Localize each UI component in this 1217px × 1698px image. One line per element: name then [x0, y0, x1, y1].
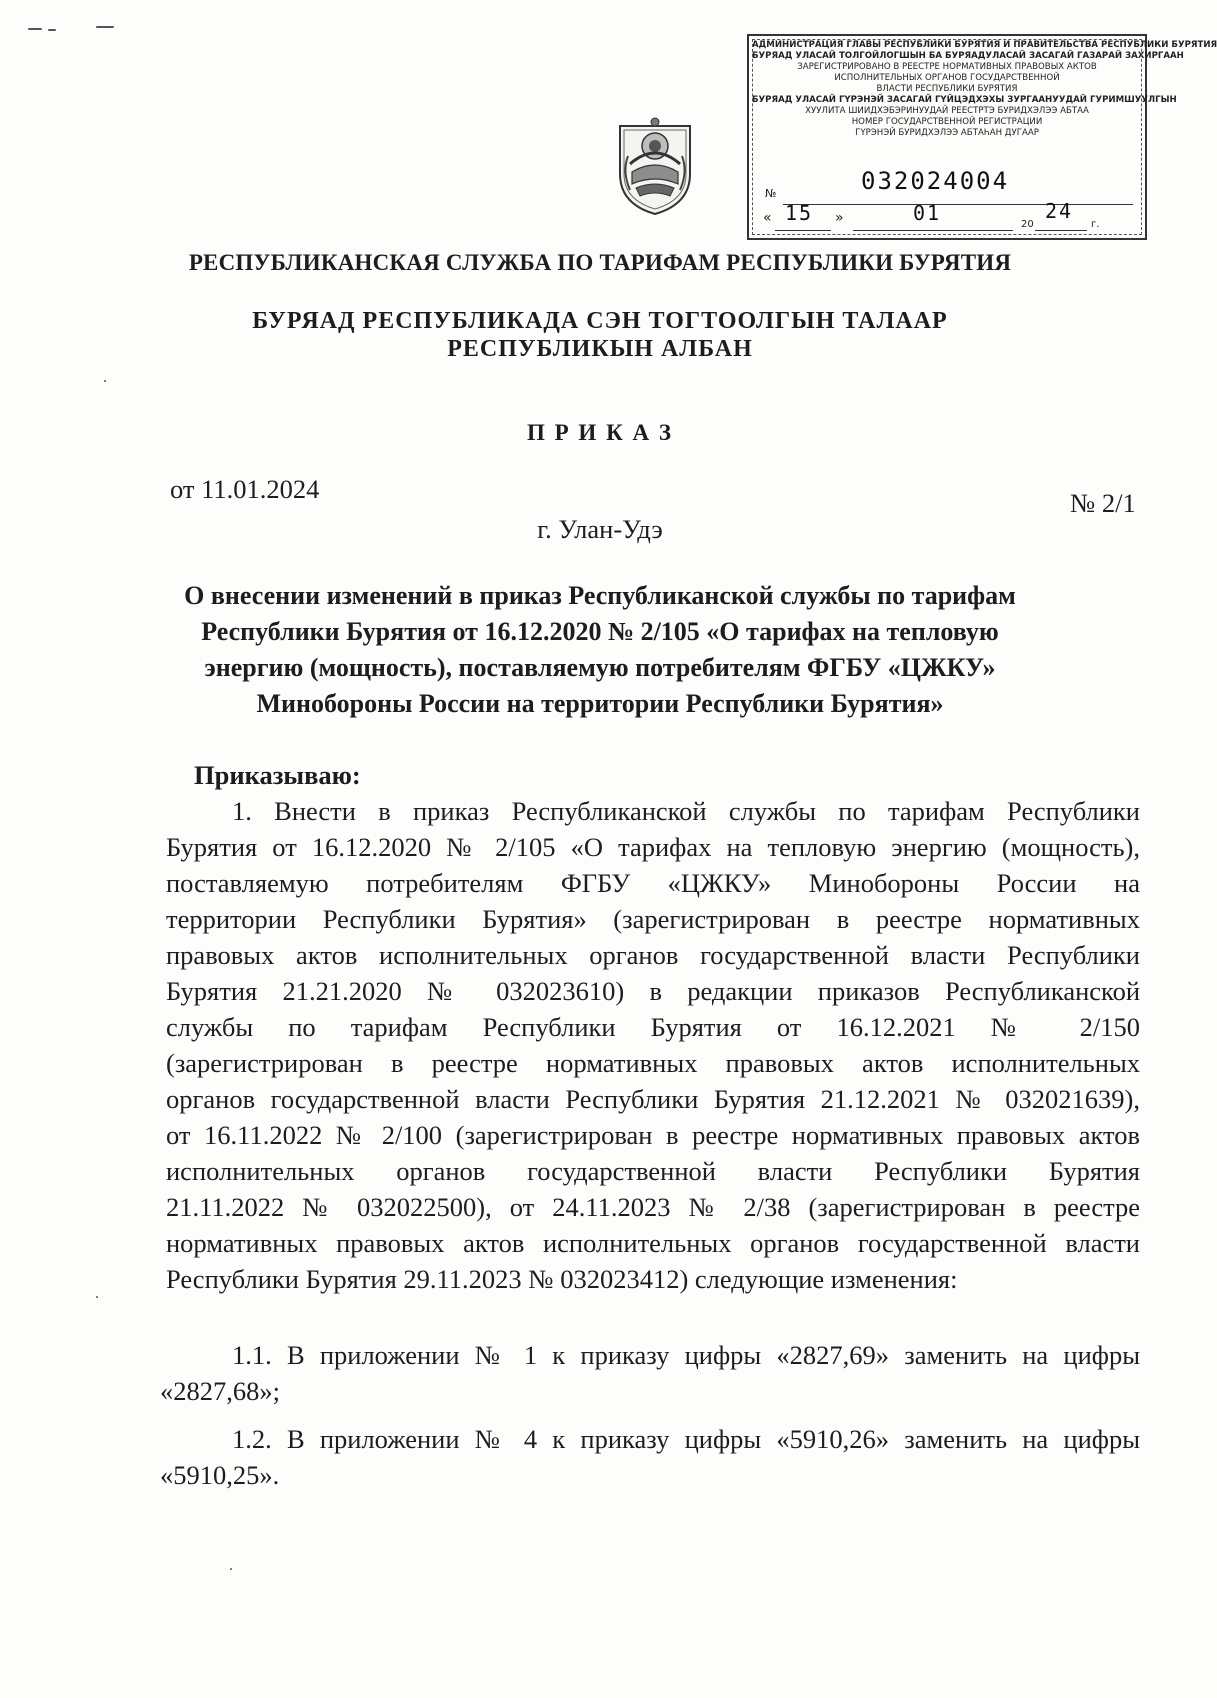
stamp-number-prefix: № [765, 187, 777, 200]
paragraph-line: Бурятия от 16.12.2020 № 2/105 «О тарифах на тепловую энергию (мощность), [166, 832, 1140, 862]
stamp-line: БУРЯАД УЛАСАЙ ГҮРЭНЭЙ ЗАСАГАЙ ГҮЙЦЭДХЭХЫ ЗУРГААНУУДАЙ ГУРИМШУУЛГЫН [752, 95, 1177, 105]
org-name-bua-line2: РЕСПУБЛИКЫН АЛБАН [447, 336, 753, 362]
title-line: энергию (мощность), поставляемую потребителям ФГБУ «ЦЖКУ» [204, 653, 996, 682]
stamp-registration-number: 032024004 [861, 167, 1010, 195]
scan-speck [230, 1568, 232, 1570]
item-1-1-line: 1.1. В приложении № 1 к приказу цифры «2827,69» заменить на цифры [232, 1340, 1140, 1370]
item-1-1-line: «2827,68»; [160, 1376, 280, 1406]
stamp-date-year: 24 [1045, 199, 1074, 223]
order-word: Приказываю: [194, 760, 361, 790]
org-name-ru: РЕСПУБЛИКАНСКАЯ СЛУЖБА ПО ТАРИФАМ РЕСПУБЛИКИ БУРЯТИЯ [188, 250, 1012, 275]
stamp-date-year-suffix: г. [1091, 219, 1100, 230]
item-1-2-line: 1.2. В приложении № 4 к приказу цифры «5910,26» заменить на цифры [232, 1424, 1140, 1454]
stamp-line: ГҮРЭНЭЙ БУРИДХЭЛЭЭ АБТАҺАН ДУГААР [855, 128, 1039, 138]
paragraph-line: поставляемую потребителям ФГБУ «ЦЖКУ» Минобороны России на [166, 868, 1140, 898]
stamp-date-year-prefix: 20 [1021, 219, 1034, 230]
document-city: г. Улан-Удэ [537, 514, 663, 544]
paragraph-line: службы по тарифам Республики Бурятия от 16.12.2021 № 2/150 [166, 1012, 1140, 1042]
paragraph-line: правовых актов исполнительных органов государственной власти Республики [166, 940, 1140, 970]
stamp-line: НОМЕР ГОСУДАРСТВЕННОЙ РЕГИСТРАЦИИ [851, 117, 1043, 127]
title-line: О внесении изменений в приказ Республиканской службы по тарифам [184, 581, 1016, 610]
stamp-line: БУРЯАД УЛАСАЙ ТОЛГОЙЛОГШЫН БА БУРЯАДУЛАСАЙ ЗАСАГАЙ ГАЗАРАЙ ЗАХИРГААН [752, 51, 1184, 61]
stamp-month-underline [853, 230, 1013, 231]
stamp-line: ИСПОЛНИТЕЛЬНЫХ ОРГАНОВ ГОСУДАРСТВЕННОЙ [834, 73, 1060, 83]
title-line: Республики Бурятия от 16.12.2020 № 2/105 «О тарифах на тепловую [201, 617, 999, 646]
document-date: от 11.01.2024 [170, 474, 320, 504]
stamp-date-day: 15 [785, 201, 814, 225]
stamp-day-underline [775, 230, 831, 231]
org-name-bua-line1: БУРЯАД РЕСПУБЛИКАДА СЭН ТОГТООЛГЫН ТАЛААР [252, 308, 948, 334]
stamp-date-close-quote: » [835, 210, 844, 226]
stamp-line: ХУУЛИТА ШИИДХЭБЭРИНУУДАЙ РЕЕСТРТЭ БУРИДХЭЛЭЭ АБТАА [805, 106, 1089, 116]
paragraph-line: 21.11.2022 № 032022500), от 24.11.2023 № 2/38 (зарегистрирован в реестре [166, 1192, 1140, 1222]
stamp-date-open-quote: « [763, 210, 772, 226]
stamp-number-underline [783, 204, 1133, 205]
paragraph-line: нормативных правовых актов исполнительных органов государственной власти [166, 1228, 1140, 1258]
scan-speck [28, 28, 42, 30]
scan-speck [104, 380, 106, 382]
title-line: Минобороны России на территории Республики Бурятия» [256, 689, 944, 718]
scan-speck [48, 29, 56, 31]
scan-speck [96, 1296, 98, 1298]
paragraph-line: от 16.11.2022 № 2/100 (зарегистрирован в реестре нормативных правовых актов [166, 1120, 1140, 1150]
paragraph-line: исполнительных органов государственной власти Республики Бурятия [166, 1156, 1140, 1186]
registration-stamp [747, 34, 1217, 240]
stamp-line: ЗАРЕГИСТРИРОВАНО В РЕЕСТРЕ НОРМАТИВНЫХ ПРАВОВЫХ АКТОВ [797, 62, 1097, 72]
stamp-year-underline [1035, 230, 1087, 231]
scan-speck [96, 26, 114, 28]
paragraph-line: органов государственной власти Республики Бурятия 21.12.2021 № 032021639), [166, 1084, 1140, 1114]
stamp-line: АДМИНИСТРАЦИЯ ГЛАВЫ РЕСПУБЛИКИ БУРЯТИЯ И ПРАВИТЕЛЬСТВА РЕСПУБЛИКИ БУРЯТИЯ [752, 40, 1217, 50]
paragraph-line: Бурятия 21.21.2020 № 032023610) в редакции приказов Республиканской [166, 976, 1140, 1006]
document-type: П Р И К А З [526, 420, 673, 445]
stamp-line: ВЛАСТИ РЕСПУБЛИКИ БУРЯТИЯ [876, 84, 1018, 94]
paragraph-line: 1. Внести в приказ Республиканской службы по тарифам Республики [232, 796, 1140, 826]
paragraph-line: (зарегистрирован в реестре нормативных правовых актов исполнительных [166, 1048, 1140, 1078]
item-1-2-line: «5910,25». [160, 1460, 280, 1490]
coat-of-arms-emblem [612, 112, 698, 216]
paragraph-line: Республики Бурятия 29.11.2023 № 032023412) следующие изменения: [166, 1264, 958, 1294]
stamp-date-month: 01 [913, 201, 942, 225]
paragraph-line: территории Республики Бурятия» (зарегистрирован в реестре нормативных [166, 904, 1140, 934]
document-number: № 2/1 [1070, 488, 1136, 518]
